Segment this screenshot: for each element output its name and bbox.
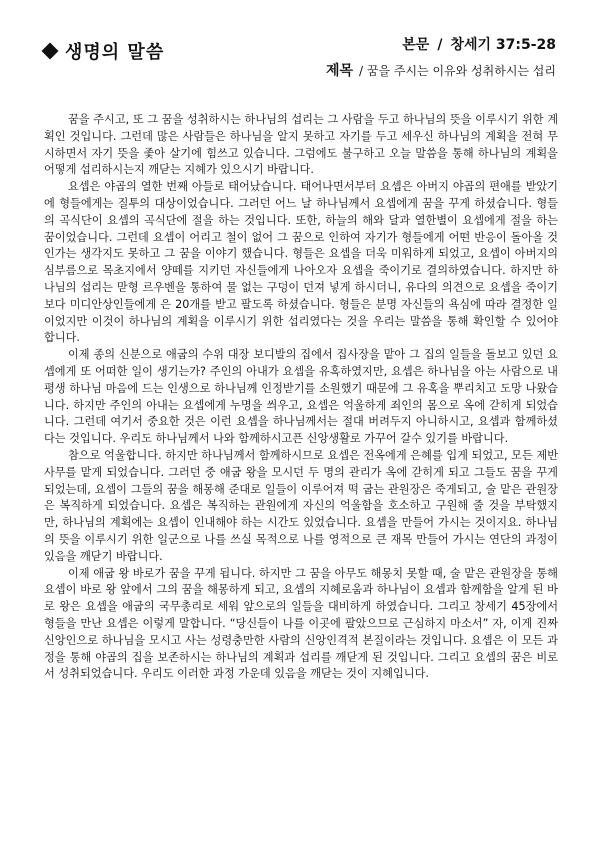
scripture-label: 본문 <box>402 37 430 53</box>
paragraph-5: 이제 애굽 왕 바로가 꿈을 꾸게 됩니다. 하지만 그 꿈을 아무도 해몽치 못할 때, 술 맡은 관원장을 통해 요셉이 바로 왕 앞에서 그의 꿈을 해몽하게 되고, 요셉의 지혜로움과 하나님이 요셉과 함께함을 알게 된 바로 왕은 요셉을 애굽의 국무총리로 세워 앞으로의 일들을 대비하게 하였습니다. 그리고 창세기 45장에서 형들을 만난 요셉은 이렇게 말합니다. “당신들이 나를 이곳에 팔았으므로 근심하지 마소서” 자, 이게 진짜 신앙인으로 하나님을 모시고 사는 성령충만한 사람의 신앙인격적 본질이라는 것입니다. 요셉은 이 모든 과정을 통해 야곱의 집을 보존하시는 하나님의 계획과 섭리를 깨닫게 된 것입니다. 그리고 요셉의 꿈은 비로서 성취되었습니다. 우리도 이러한 과정 가운데 있음을 깨닫는 것이 지혜입니다. <box>44 566 558 681</box>
paragraph-2: 요셉은 야곱의 열한 번째 아들로 태어났습니다. 태어나면서부터 요셉은 아버지 야곱의 편애를 받았기에 형들에게는 질투의 대상이었습니다. 그러던 어느 날 하나님께서 요셉에게 꿈을 꾸게 하셨습니다. 형들의 곡식단이 요셉의 곡식단에 절을 하는 것입니다. 또한, 하늘의 해와 달과 열한별이 요셉에게 절을 하는 꿈이었습니다. 그런데 요셉이 어리고 철이 없어 그 꿈으로 인하여 자기가 형들에게 어떤 반응이 돌아올 것인가는 생각지도 못하고 그 꿈을 이야기 했습니다. 형들은 요셉을 더욱 미워하게 되었고, 요셉이 아버지의 심부름으로 목초지에서 양떼를 지키던 자신들에게 나아오자 요셉을 죽이기로 결의하였습니다. 하지만 하나님의 섭리는 맏형 르우벤을 통하여 물 없는 구덩이 던져 넣게 하시더니, 유다의 의견으로 요셉을 죽이기보다 미디안상인들에게 은 20개를 받고 팔도록 하셨습니다. 형들은 분명 자신들의 욕심에 따라 결정한 일이었지만 이것이 하나님의 계획을 이루시기 위한 섭리였다는 것을 우리는 말씀을 통해 확인할 수 있어야 합니다. <box>44 180 558 345</box>
sermon-subject <box>326 60 556 80</box>
section-title <box>44 38 164 64</box>
paragraph-1: 꿈을 주시고, 또 그 꿈을 성취하시는 하나님의 섭리는 그 사람을 두고 하나님의 뜻을 이루시기 위한 계획인 것입니다. 그런데 많은 사람들은 하나님을 알지 못하고 자기를 두고 세우신 하나님의 계획을 전혀 무시하면서 자기 뜻을 좇아 살기에 힘쓰고 있습니다. 그럼에도 불구하고 오늘 말씀을 통해 하나님의 계획을 어떻게 섭리하시는지 깨닫는 지혜가 있으시기 바랍니다. <box>44 113 558 177</box>
sermon-body <box>44 112 558 683</box>
subject-label: 제목 <box>325 63 353 79</box>
diamond-bullet-icon <box>42 43 59 60</box>
scripture-ref: 창세기 37:5-28 <box>450 37 556 53</box>
subject-text: / 꿈을 주시는 이유와 성취하시는 섭리 <box>359 64 556 78</box>
scripture-reference <box>402 34 556 54</box>
paragraph-3: 이제 종의 신분으로 애굽의 수위 대장 보디발의 집에서 집사장을 맡아 그 집의 일들을 돌보고 있던 요셉에게 또 어떠한 일이 생기는가? 주인의 아내가 요셉을 유혹하였지만, 요셉은 하나님을 아는 사람으로 내 평생 하나님 마음에 드는 인생으로 하나님께 인정받기를 소원했기 때문에 그 유혹을 뿌리치고 도망 나왔습니다. 하지만 주인의 아내는 요셉에게 누명을 씌우고, 요셉은 억울하게 죄인의 몸으로 옥에 갇히게 되었습니다. 그런데 여기서 중요한 것은 이런 요셉을 하나님께서는 절대 버려두지 아니하시고, 요셉과 함께하셨다는 것입니다. 우리도 하나님께서 나와 함께하시고픈 신앙생활로 가꾸어 갈수 있기를 바랍니다. <box>44 348 558 446</box>
scripture-separator: / <box>437 37 443 53</box>
paragraph-4: 참으로 억울합니다. 하지만 하나님께서 함께하시므로 요셉은 전옥에게 은혜를 입게 되었고, 모든 제반 사무를 맡게 되었습니다. 그러던 중 애굽 왕을 모시던 두 명의 관리가 옥에 갇히게 되고 그들도 꿈을 꾸게 되었는데, 요셉이 그들의 꿈을 해몽해 준대로 일들이 이루어져 떡 굽는 관원장은 죽게되고, 술 맡은 관원장은 복직하게 되었습니다. 요셉은 복직하는 관원에게 자신의 억울함을 호소하고 구원해 줄 것을 부탁했지만, 하나님의 계획에는 요셉이 인내해야 하는 시간도 있었습니다. 요셉을 만들어 가시는 것이지요. 하나님의 뜻을 이루시기 위한 일군으로 나를 쓰실 목적으로 나를 영적으로 큰 재목 만들어 가시는 연단의 과정이 있음을 깨닫기 바랍니다. <box>44 448 558 563</box>
header <box>0 0 600 110</box>
section-title-text: 생명의 말씀 <box>65 42 165 63</box>
